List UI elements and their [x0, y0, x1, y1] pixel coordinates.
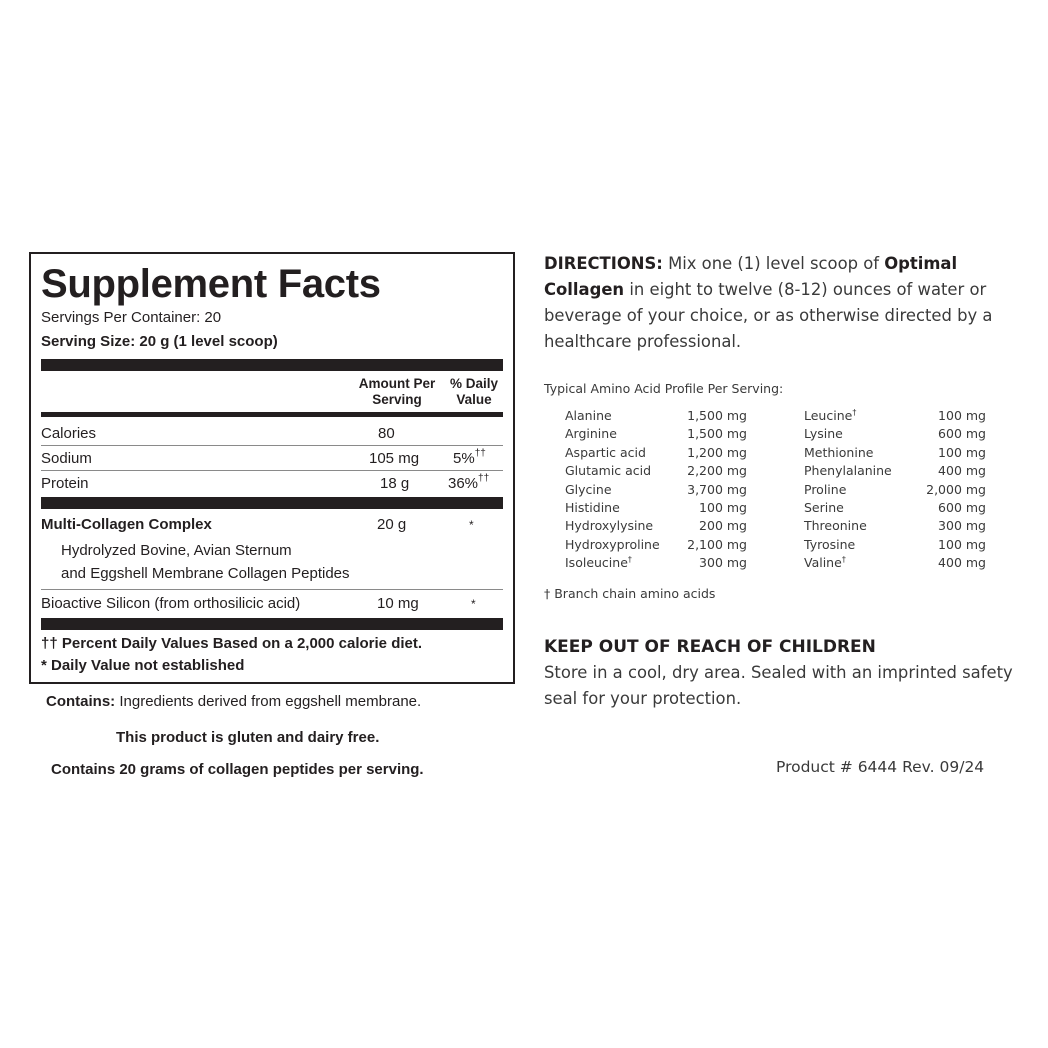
- silicon-label: Bioactive Silicon (from orthosilicic acid): [41, 595, 301, 612]
- bcaa-footnote: † Branch chain amino acids: [544, 586, 716, 601]
- amino-name: Arginine: [565, 426, 617, 442]
- amount-header-line-1: Amount Per: [358, 376, 436, 391]
- amino-value: 600 mg: [938, 426, 986, 442]
- product-name: Optimal Collagen: [544, 254, 958, 299]
- sodium-amount: 105 mg: [369, 450, 420, 467]
- amino-value: 400 mg: [938, 555, 986, 571]
- amino-value: 600 mg: [938, 500, 986, 515]
- directions-paragraph: [544, 251, 1014, 355]
- amino-value: 300 mg: [938, 518, 986, 534]
- amino-value: 1,500 mg: [687, 426, 747, 442]
- amino-name: Lysine: [804, 426, 843, 442]
- thick-divider: [41, 497, 503, 509]
- row-divider: [41, 445, 503, 446]
- amino-value: 100 mg: [938, 408, 986, 423]
- serving-size: Serving Size: 20 g (1 level scoop): [41, 333, 278, 350]
- storage-text: Store in a cool, dry area. Sealed with an imprinted safety seal for your protection.: [544, 663, 1013, 708]
- sodium-daily-value: [453, 450, 486, 468]
- amount-per-serving-header: [349, 376, 445, 408]
- protein-amount: 18 g: [380, 475, 410, 492]
- thick-divider: [41, 618, 503, 630]
- protein-label: Protein: [41, 475, 89, 492]
- amino-value: 400 mg: [938, 463, 986, 479]
- amino-value: 3,700 mg: [687, 481, 747, 497]
- calories-label: Calories: [41, 425, 97, 442]
- collagen-per-serving-note: Contains 20 grams of collagen peptides per serving.: [51, 761, 424, 778]
- sodium-dv-text: 5%: [453, 450, 475, 467]
- sodium-label: Sodium: [41, 450, 92, 467]
- directions-text-2: in eight to twelve (8-12) ounces of water or beverage of your choice, or as otherwise directed by a healthcare professional.: [544, 280, 993, 351]
- amino-name: Glutamic acid: [565, 463, 652, 479]
- amino-value: 2,200 mg: [687, 463, 747, 479]
- amino-name: Phenylalanine: [804, 463, 892, 479]
- row-divider: [41, 470, 503, 471]
- amino-name: Valine†: [804, 555, 846, 571]
- protein-dv-text: 36%: [448, 475, 479, 492]
- amino-value: 100 mg: [938, 444, 986, 460]
- daily-header-line-1: % Daily: [449, 376, 499, 391]
- amino-value: 300 mg: [699, 555, 747, 571]
- directions-text-1: Mix one (1) level scoop of: [668, 254, 880, 273]
- amino-name: Hydroxyproline: [565, 536, 660, 552]
- amino-name: Histidine: [565, 500, 620, 515]
- multi-collagen-daily-value: *: [469, 518, 474, 532]
- sodium-dv-mark: ††: [474, 448, 486, 459]
- amino-name: Tyrosine: [804, 536, 856, 552]
- multi-collagen-desc-line-2: and Eggshell Membrane Collagen Peptides: [61, 565, 350, 582]
- silicon-daily-value: *: [471, 597, 476, 611]
- amino-profile-title: Typical Amino Acid Profile Per Serving:: [544, 381, 784, 396]
- servings-per-container: Servings Per Container: 20: [41, 309, 222, 326]
- amino-name: Leucine†: [804, 407, 857, 423]
- keep-out-heading: KEEP OUT OF REACH OF CHILDREN: [544, 637, 876, 657]
- silicon-amount: 10 mg: [377, 595, 419, 612]
- gluten-free-note: This product is gluten and dairy free.: [116, 729, 380, 746]
- amino-name: Threonine: [804, 518, 867, 534]
- contains-note: [46, 693, 421, 711]
- branch-chain-mark: †: [627, 555, 632, 565]
- amino-value: 2,000 mg: [926, 481, 986, 497]
- amino-value: 100 mg: [699, 500, 747, 515]
- amino-name: Isoleucine†: [565, 555, 632, 571]
- amino-name: Proline: [804, 481, 847, 497]
- amino-value: 100 mg: [938, 536, 986, 552]
- amino-name: Methionine: [804, 444, 874, 460]
- medium-divider: [41, 412, 503, 417]
- not-established-footnote: * Daily Value not established: [41, 657, 245, 674]
- amino-name: Hydroxylysine: [565, 518, 654, 534]
- branch-chain-mark: †: [852, 407, 857, 417]
- multi-collagen-desc-line-1: Hydrolyzed Bovine, Avian Sternum: [61, 542, 292, 559]
- row-divider: [41, 589, 503, 590]
- branch-chain-mark: †: [841, 555, 846, 565]
- amino-value: 1,500 mg: [687, 408, 747, 423]
- daily-value-header: [441, 376, 507, 408]
- daily-header-line-2: Value: [456, 392, 492, 407]
- multi-collagen-label: Multi-Collagen Complex: [41, 516, 212, 533]
- contains-label: Contains:: [46, 693, 116, 710]
- daily-value-footnote: †† Percent Daily Values Based on a 2,000 calorie diet.: [41, 635, 423, 652]
- calories-amount: 80: [378, 425, 395, 442]
- amino-value: 1,200 mg: [687, 444, 747, 460]
- supplement-facts-title: Supplement Facts: [41, 262, 381, 306]
- contains-text: Ingredients derived from eggshell membrane.: [119, 693, 422, 710]
- protein-daily-value: [448, 475, 489, 493]
- amino-name: Serine: [804, 500, 844, 515]
- supplement-facts-panel: [29, 252, 515, 684]
- amino-name: Glycine: [565, 481, 612, 497]
- amino-name: Aspartic acid: [565, 444, 646, 460]
- amino-value: 200 mg: [699, 518, 747, 534]
- multi-collagen-amount: 20 g: [377, 516, 407, 533]
- protein-dv-mark: ††: [478, 473, 490, 484]
- amount-header-line-2: Serving: [372, 392, 422, 407]
- product-number: Product # 6444 Rev. 09/24: [776, 758, 985, 776]
- amino-name: Alanine: [565, 408, 612, 423]
- thick-divider: [41, 359, 503, 371]
- directions-label: DIRECTIONS:: [544, 254, 663, 273]
- amino-value: 2,100 mg: [687, 536, 747, 552]
